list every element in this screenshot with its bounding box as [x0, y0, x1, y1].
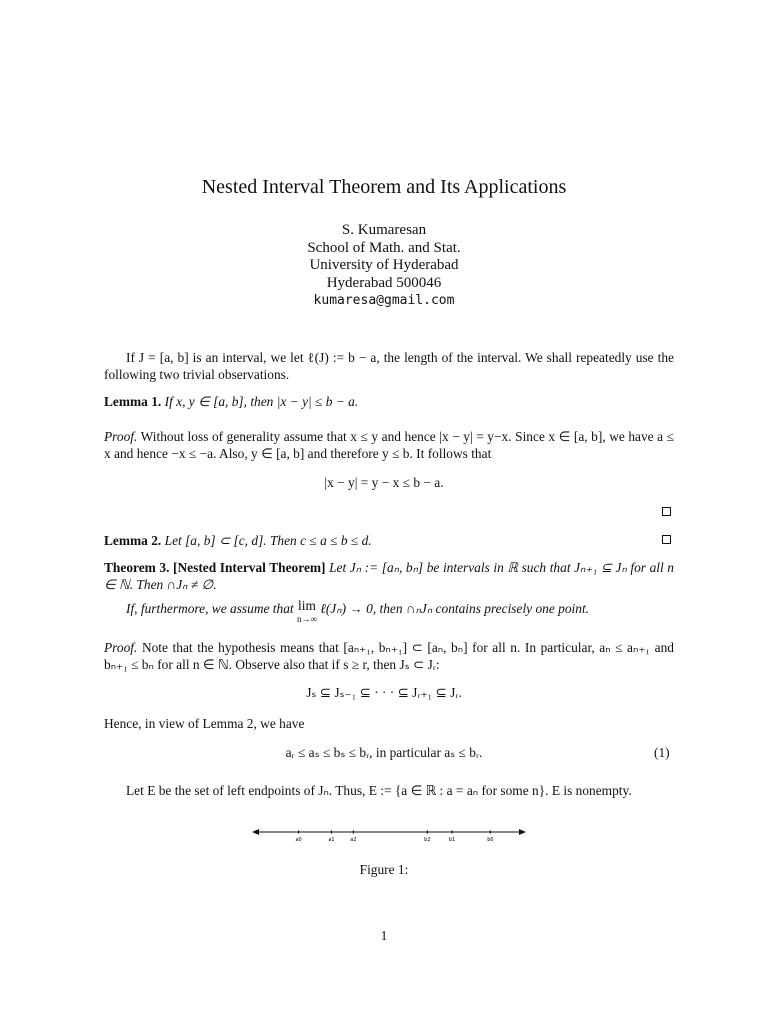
- limit-word: lim: [298, 598, 316, 613]
- proof-label: Proof.: [104, 640, 138, 655]
- limit-subscript: n→∞: [296, 614, 317, 624]
- lemma-label: Lemma 1.: [104, 394, 162, 409]
- theorem-3-furthermore: [104, 600, 674, 625]
- affiliation-line: School of Math. and Stat.: [307, 239, 461, 256]
- theorem-furthermore-pre: If, furthermore, we assume that: [126, 601, 294, 616]
- figure-caption: Figure 1:: [359, 862, 409, 877]
- proof-text: Without loss of generality assume that x ≤ y and hence |x − y| = y−x. Since x ∈ [a, b], we have a ≤ x and hence −x ≤ −a. Also, y ∈ [a, b] and therefore y ≤ b. It follows that: [104, 429, 674, 462]
- author-block: [0, 222, 768, 310]
- hence-sentence: Hence, in view of Lemma 2, we have: [104, 716, 305, 731]
- proof-text: Note that the hypothesis means that [aₙ₊₁, bₙ₊₁] ⊂ [aₙ, bₙ] for all n. In particular, aₙ ≤ aₙ₊₁ and bₙ₊₁ ≤ bₙ for all n ∈ ℕ. Observe also that if s ≥ r, then Jₛ ⊂ Jᵣ:: [104, 640, 674, 673]
- affiliation-line: Hyderabad 500046: [326, 274, 442, 291]
- theorem-statement: Let Jₙ := [aₙ, bₙ] be intervals in ℝ such that Jₙ₊₁ ⊆ Jₙ for all n ∈ ℕ. Then ∩Jₙ ≠ ∅.: [104, 560, 674, 593]
- arrow-right-icon: [519, 829, 526, 835]
- theorem-label: Theorem 3.: [104, 560, 170, 575]
- arrow-left-icon: [252, 829, 259, 835]
- theorem-3: [104, 559, 674, 594]
- intro-paragraph: If J = [a, b] is an interval, we let ℓ(J) := b − a, the length of the interval. We shall repeatedly use the following two trivial observations.: [104, 350, 674, 383]
- proof-lemma-1: [104, 428, 674, 463]
- figure-1-number-line: [250, 824, 528, 846]
- proof-label: Proof.: [104, 429, 138, 444]
- number-line-label: b1: [448, 837, 456, 843]
- lemma-2: [104, 532, 674, 549]
- page-number: 1: [380, 928, 388, 943]
- lemma-label: Lemma 2.: [104, 533, 162, 548]
- lemma-1: [104, 393, 674, 410]
- nested-chain-equation: Jₛ ⊆ Jₛ₋₁ ⊆ · · · ⊆ Jᵣ₊₁ ⊆ Jᵣ.: [306, 685, 462, 700]
- number-line-label: b2: [424, 837, 431, 843]
- number-line-label: a1: [328, 837, 335, 843]
- author-name: S. Kumaresan: [341, 222, 427, 238]
- qed-symbol: [662, 507, 671, 516]
- number-line-label: b0: [487, 837, 494, 843]
- proof-theorem-3: [104, 639, 674, 674]
- author-email[interactable]: kumaresa@gmail.com: [313, 293, 455, 308]
- set-E-paragraph: Let E be the set of left endpoints of Jₙ. Thus, E := {a ∈ ℝ : a = aₙ for some n}. E is nonempty.: [126, 783, 632, 798]
- number-line-label: a0: [295, 837, 302, 843]
- paper-title: Nested Interval Theorem and Its Applications: [201, 176, 567, 198]
- lemma-statement: If x, y ∈ [a, b], then |x − y| ≤ b − a.: [164, 394, 359, 409]
- number-line-label: a2: [350, 837, 357, 843]
- limit-operator: [297, 600, 317, 625]
- qed-symbol: [662, 535, 671, 544]
- theorem-furthermore-post: ℓ(Jₙ) → 0, then ∩ₙJₙ contains precisely one point.: [320, 601, 590, 616]
- equation-1: aᵣ ≤ aₛ ≤ bₛ ≤ bᵣ, in particular aₛ ≤ bᵣ.: [285, 745, 483, 760]
- theorem-name: [Nested Interval Theorem]: [173, 560, 326, 575]
- equation-number: (1): [654, 745, 670, 760]
- lemma-statement: Let [a, b] ⊂ [c, d]. Then c ≤ a ≤ b ≤ d.: [164, 533, 372, 548]
- proof-equation: |x − y| = y − x ≤ b − a.: [324, 475, 444, 490]
- affiliation-line: University of Hyderabad: [309, 257, 459, 273]
